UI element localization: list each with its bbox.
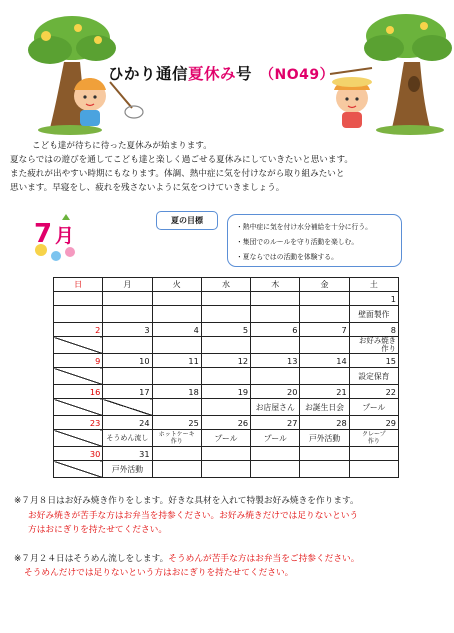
title-main: ひかり通信 xyxy=(108,65,189,83)
note-1-detail: お好み焼きが苦手な方はお弁当を持参ください。お好み焼きだけでは足りないという xyxy=(28,510,359,521)
date-cell: 5 xyxy=(201,323,250,337)
calendar-header-row xyxy=(54,278,399,292)
event-cell xyxy=(54,368,103,385)
date-cell: 22 xyxy=(349,385,398,399)
note-2-main: ※７月２４日はそうめん流しをします。 xyxy=(14,553,169,564)
date-cell: 19 xyxy=(201,385,250,399)
date-cell: 23 xyxy=(54,416,103,430)
event-cell xyxy=(54,399,103,416)
event-cell xyxy=(103,306,152,323)
date-cell: 9 xyxy=(54,354,103,368)
event-cell: そうめん流し xyxy=(103,430,152,447)
event-cell xyxy=(300,337,349,354)
event-cell xyxy=(201,399,250,416)
intro-line: こども達が待ちに待った夏休みが始まります。 xyxy=(32,141,212,151)
month-number: 7 xyxy=(34,219,53,249)
date-cell xyxy=(251,292,300,306)
event-cell: プール xyxy=(251,430,300,447)
month-logo-icon xyxy=(28,212,94,266)
weekday-fri: 金 xyxy=(300,278,349,292)
note-2-detail-inline: そうめんが苦手な方はお弁当をご持参ください。 xyxy=(168,553,360,564)
event-cell xyxy=(201,337,250,354)
note-2-detail: そうめんだけでは足りないという方はおにぎりを持たせてください。 xyxy=(24,568,294,578)
event-cell xyxy=(251,306,300,323)
date-cell: 12 xyxy=(201,354,250,368)
date-cell xyxy=(201,447,250,461)
title-issue-label: 号 xyxy=(236,65,253,83)
date-cell: 2 xyxy=(54,323,103,337)
event-cell xyxy=(300,306,349,323)
event-cell: お誕生日会 xyxy=(300,399,349,416)
event-cell xyxy=(54,306,103,323)
date-cell xyxy=(152,292,201,306)
calendar-date-row xyxy=(54,385,399,399)
date-cell xyxy=(349,447,398,461)
date-cell: 27 xyxy=(251,416,300,430)
event-cell xyxy=(201,461,250,478)
date-cell: 15 xyxy=(349,354,398,368)
date-cell: 26 xyxy=(201,416,250,430)
left-tree-icon xyxy=(28,16,116,135)
calendar-event-row xyxy=(54,368,399,385)
goal-item: ・集団でのルールを守り活動を楽しむ。 xyxy=(236,238,359,246)
calendar-date-row xyxy=(54,292,399,306)
event-cell xyxy=(152,461,201,478)
note-1-detail: 方はおにぎりを持たせてください。 xyxy=(28,525,167,535)
newsletter-title xyxy=(108,62,334,84)
event-cell xyxy=(103,368,152,385)
event-cell xyxy=(54,461,103,478)
date-cell: 14 xyxy=(300,354,349,368)
summer-goals-label: 夏の目標 xyxy=(156,211,218,230)
date-cell: 4 xyxy=(152,323,201,337)
date-cell: 30 xyxy=(54,447,103,461)
event-cell: 戸外活動 xyxy=(300,430,349,447)
note-1-main: ※７月８日はお好み焼き作りをします。好きな具材を入れて特製お好み焼きを作ります。 xyxy=(14,496,359,506)
event-cell xyxy=(54,430,103,447)
event-cell xyxy=(300,461,349,478)
date-cell xyxy=(251,447,300,461)
event-cell xyxy=(300,368,349,385)
event-cell xyxy=(103,337,152,354)
date-cell: 21 xyxy=(300,385,349,399)
date-cell: 7 xyxy=(300,323,349,337)
date-cell: 18 xyxy=(152,385,201,399)
calendar-event-row xyxy=(54,306,399,323)
date-cell: 17 xyxy=(103,385,152,399)
event-cell xyxy=(251,368,300,385)
month-unit: 月 xyxy=(55,225,75,247)
weekday-thu: 木 xyxy=(251,278,300,292)
event-cell xyxy=(251,337,300,354)
event-cell xyxy=(349,461,398,478)
date-cell: 8 xyxy=(349,323,398,337)
weekday-sat: 土 xyxy=(349,278,398,292)
date-cell xyxy=(103,292,152,306)
event-cell xyxy=(251,461,300,478)
header xyxy=(0,0,454,135)
date-cell: 16 xyxy=(54,385,103,399)
calendar-date-row xyxy=(54,447,399,461)
event-cell: 戸外活動 xyxy=(103,461,152,478)
event-cell: 壁面製作 xyxy=(349,306,398,323)
event-cell: ホットケーキ 作り xyxy=(152,430,201,447)
date-cell xyxy=(54,292,103,306)
event-cell: プール xyxy=(349,399,398,416)
date-cell xyxy=(152,447,201,461)
calendar-event-row xyxy=(54,461,399,478)
event-cell xyxy=(152,337,201,354)
date-cell: 28 xyxy=(300,416,349,430)
weekday-sun: 日 xyxy=(54,278,103,292)
intro-line: また疲れが出やすい時期にもなります。体調、熱中症に気を付けながら取り組みたいと xyxy=(10,169,345,179)
calendar-date-row xyxy=(54,416,399,430)
date-cell: 31 xyxy=(103,447,152,461)
title-number: （NO49） xyxy=(260,67,335,83)
date-cell: 6 xyxy=(251,323,300,337)
event-cell xyxy=(152,399,201,416)
notes xyxy=(14,494,448,581)
summer-goals-box xyxy=(227,214,402,267)
event-cell: 設定保育 xyxy=(349,368,398,385)
date-cell: 25 xyxy=(152,416,201,430)
event-cell xyxy=(152,306,201,323)
note-2-line xyxy=(14,552,448,567)
event-cell: クレープ 作り xyxy=(349,430,398,447)
event-cell xyxy=(54,337,103,354)
weekday-mon: 月 xyxy=(103,278,152,292)
date-cell: 1 xyxy=(349,292,398,306)
goal-item: ・熱中症に気を付け水分補給を十分に行う。 xyxy=(236,223,372,231)
date-cell xyxy=(300,447,349,461)
child-with-net-icon xyxy=(74,78,143,126)
title-highlight: 夏休み xyxy=(188,65,237,83)
child-with-hat-icon xyxy=(330,68,372,128)
intro-line: 思います。早寝をし、疲れを残さないように気をつけていきましょう。 xyxy=(10,183,285,193)
date-cell xyxy=(201,292,250,306)
month-logo xyxy=(28,212,94,266)
date-cell: 3 xyxy=(103,323,152,337)
weekday-wed: 水 xyxy=(201,278,250,292)
date-cell: 29 xyxy=(349,416,398,430)
event-cell: お店屋さん xyxy=(251,399,300,416)
date-cell: 11 xyxy=(152,354,201,368)
date-cell: 24 xyxy=(103,416,152,430)
calendar-date-row xyxy=(54,354,399,368)
date-cell xyxy=(300,292,349,306)
calendar-date-row xyxy=(54,323,399,337)
event-cell xyxy=(201,306,250,323)
event-cell xyxy=(152,368,201,385)
date-cell: 13 xyxy=(251,354,300,368)
date-cell: 10 xyxy=(103,354,152,368)
date-cell: 20 xyxy=(251,385,300,399)
calendar-event-row xyxy=(54,337,399,354)
right-tree-icon xyxy=(364,14,452,135)
calendar-event-row xyxy=(54,430,399,447)
event-cell: プール xyxy=(201,430,250,447)
intro-line: 夏ならではの遊びを通してこども達と楽しく過ごせる夏休みにしていきたいと思います。 xyxy=(10,155,353,165)
event-cell xyxy=(103,399,152,416)
event-cell: お好み焼き 作り xyxy=(349,337,398,354)
goal-item: ・夏ならではの活動を体験する。 xyxy=(236,253,338,261)
calendar-event-row xyxy=(54,399,399,416)
intro-text xyxy=(10,139,448,195)
weekday-tue: 火 xyxy=(152,278,201,292)
event-cell xyxy=(201,368,250,385)
july-calendar xyxy=(53,277,399,478)
